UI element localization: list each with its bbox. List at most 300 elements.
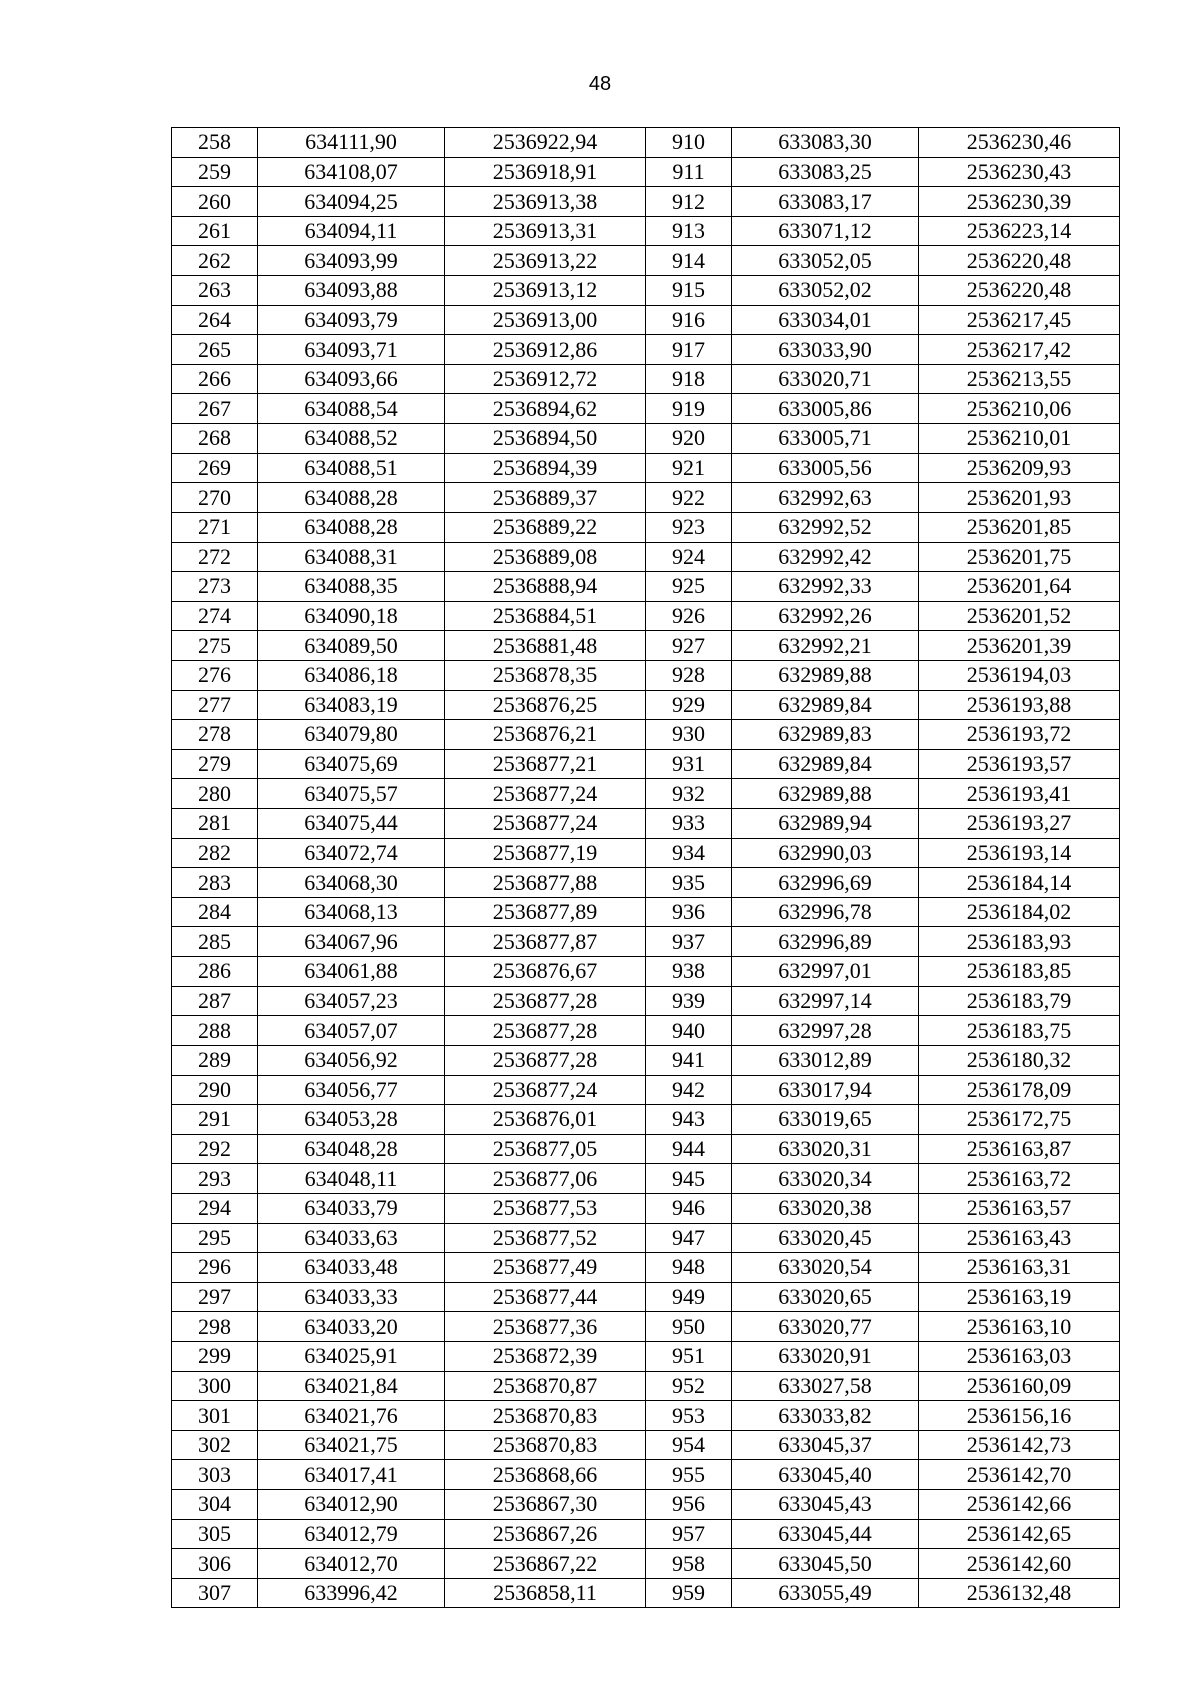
x-coordinate-cell: 634021,76 [258,1401,445,1431]
table-row [172,1519,1120,1549]
point-number-cell: 946 [646,1193,732,1223]
x-coordinate-cell: 634086,18 [258,660,445,690]
x-coordinate-cell: 634033,79 [258,1193,445,1223]
y-coordinate-cell: 2536888,94 [445,572,646,602]
y-coordinate-cell: 2536877,49 [445,1253,646,1283]
point-number-cell: 262 [172,246,258,276]
x-coordinate-cell: 634088,51 [258,453,445,483]
point-number-cell: 291 [172,1105,258,1135]
table-row [172,1490,1120,1520]
y-coordinate-cell: 2536184,02 [919,897,1120,927]
point-number-cell: 286 [172,957,258,987]
point-number-cell: 928 [646,660,732,690]
x-coordinate-cell: 634067,96 [258,927,445,957]
table-row [172,453,1120,483]
x-coordinate-cell: 634057,07 [258,1016,445,1046]
table-row [172,927,1120,957]
x-coordinate-cell: 633020,91 [732,1341,919,1371]
x-coordinate-cell: 632996,69 [732,868,919,898]
x-coordinate-cell: 634033,48 [258,1253,445,1283]
x-coordinate-cell: 634075,69 [258,749,445,779]
x-coordinate-cell: 634033,20 [258,1312,445,1342]
y-coordinate-cell: 2536230,39 [919,187,1120,217]
table-row [172,986,1120,1016]
x-coordinate-cell: 634094,11 [258,216,445,246]
point-number-cell: 279 [172,749,258,779]
y-coordinate-cell: 2536867,30 [445,1490,646,1520]
table-row [172,335,1120,365]
x-coordinate-cell: 633019,65 [732,1105,919,1135]
x-coordinate-cell: 633020,71 [732,364,919,394]
point-number-cell: 952 [646,1371,732,1401]
table-row [172,1045,1120,1075]
y-coordinate-cell: 2536884,51 [445,601,646,631]
x-coordinate-cell: 634056,92 [258,1045,445,1075]
x-coordinate-cell: 632996,89 [732,927,919,957]
y-coordinate-cell: 2536913,00 [445,305,646,335]
point-number-cell: 288 [172,1016,258,1046]
table-row [172,157,1120,187]
point-number-cell: 912 [646,187,732,217]
x-coordinate-cell: 634088,54 [258,394,445,424]
point-number-cell: 927 [646,631,732,661]
x-coordinate-cell: 634053,28 [258,1105,445,1135]
point-number-cell: 951 [646,1341,732,1371]
x-coordinate-cell: 634068,30 [258,868,445,898]
point-number-cell: 272 [172,542,258,572]
x-coordinate-cell: 632989,84 [732,690,919,720]
point-number-cell: 307 [172,1578,258,1608]
y-coordinate-cell: 2536877,24 [445,779,646,809]
point-number-cell: 942 [646,1075,732,1105]
table-row [172,1193,1120,1223]
y-coordinate-cell: 2536894,62 [445,394,646,424]
y-coordinate-cell: 2536877,28 [445,1016,646,1046]
x-coordinate-cell: 633071,12 [732,216,919,246]
x-coordinate-cell: 634094,25 [258,187,445,217]
point-number-cell: 267 [172,394,258,424]
point-number-cell: 303 [172,1460,258,1490]
table-row [172,690,1120,720]
x-coordinate-cell: 634017,41 [258,1460,445,1490]
table-row [172,838,1120,868]
y-coordinate-cell: 2536867,26 [445,1519,646,1549]
table-row [172,572,1120,602]
y-coordinate-cell: 2536230,46 [919,128,1120,158]
x-coordinate-cell: 633045,40 [732,1460,919,1490]
y-coordinate-cell: 2536183,85 [919,957,1120,987]
y-coordinate-cell: 2536209,93 [919,453,1120,483]
table-row [172,1016,1120,1046]
table-row [172,1430,1120,1460]
y-coordinate-cell: 2536183,75 [919,1016,1120,1046]
x-coordinate-cell: 634088,31 [258,542,445,572]
point-number-cell: 938 [646,957,732,987]
point-number-cell: 293 [172,1164,258,1194]
table-row [172,364,1120,394]
point-number-cell: 948 [646,1253,732,1283]
y-coordinate-cell: 2536877,44 [445,1282,646,1312]
y-coordinate-cell: 2536193,57 [919,749,1120,779]
point-number-cell: 920 [646,424,732,454]
y-coordinate-cell: 2536194,03 [919,660,1120,690]
x-coordinate-cell: 634089,50 [258,631,445,661]
point-number-cell: 297 [172,1282,258,1312]
y-coordinate-cell: 2536894,50 [445,424,646,454]
point-number-cell: 292 [172,1134,258,1164]
x-coordinate-cell: 633020,34 [732,1164,919,1194]
y-coordinate-cell: 2536913,31 [445,216,646,246]
table-row [172,1401,1120,1431]
x-coordinate-cell: 633055,49 [732,1578,919,1608]
y-coordinate-cell: 2536877,89 [445,897,646,927]
y-coordinate-cell: 2536220,48 [919,246,1120,276]
point-number-cell: 259 [172,157,258,187]
y-coordinate-cell: 2536163,72 [919,1164,1120,1194]
point-number-cell: 281 [172,809,258,839]
y-coordinate-cell: 2536877,88 [445,868,646,898]
point-number-cell: 910 [646,128,732,158]
x-coordinate-cell: 634012,79 [258,1519,445,1549]
table-row [172,1578,1120,1608]
x-coordinate-cell: 634088,28 [258,512,445,542]
y-coordinate-cell: 2536201,85 [919,512,1120,542]
point-number-cell: 934 [646,838,732,868]
y-coordinate-cell: 2536870,83 [445,1430,646,1460]
point-number-cell: 296 [172,1253,258,1283]
table-row [172,1282,1120,1312]
point-number-cell: 269 [172,453,258,483]
point-number-cell: 940 [646,1016,732,1046]
point-number-cell: 922 [646,483,732,513]
x-coordinate-cell: 634061,88 [258,957,445,987]
x-coordinate-cell: 634033,63 [258,1223,445,1253]
x-coordinate-cell: 632989,88 [732,779,919,809]
y-coordinate-cell: 2536889,37 [445,483,646,513]
coordinates-table [171,127,1120,1608]
x-coordinate-cell: 634021,84 [258,1371,445,1401]
point-number-cell: 925 [646,572,732,602]
y-coordinate-cell: 2536172,75 [919,1105,1120,1135]
point-number-cell: 290 [172,1075,258,1105]
table-row [172,897,1120,927]
x-coordinate-cell: 633020,54 [732,1253,919,1283]
x-coordinate-cell: 632996,78 [732,897,919,927]
table-row [172,957,1120,987]
point-number-cell: 263 [172,276,258,306]
point-number-cell: 298 [172,1312,258,1342]
x-coordinate-cell: 632989,83 [732,720,919,750]
y-coordinate-cell: 2536877,06 [445,1164,646,1194]
point-number-cell: 945 [646,1164,732,1194]
x-coordinate-cell: 633033,82 [732,1401,919,1431]
y-coordinate-cell: 2536877,28 [445,1045,646,1075]
y-coordinate-cell: 2536201,93 [919,483,1120,513]
point-number-cell: 306 [172,1549,258,1579]
point-number-cell: 264 [172,305,258,335]
table-row [172,305,1120,335]
point-number-cell: 950 [646,1312,732,1342]
table-row [172,1075,1120,1105]
x-coordinate-cell: 634048,28 [258,1134,445,1164]
y-coordinate-cell: 2536163,57 [919,1193,1120,1223]
table-row [172,483,1120,513]
table-row [172,601,1120,631]
x-coordinate-cell: 634048,11 [258,1164,445,1194]
y-coordinate-cell: 2536913,22 [445,246,646,276]
point-number-cell: 944 [646,1134,732,1164]
point-number-cell: 916 [646,305,732,335]
point-number-cell: 294 [172,1193,258,1223]
table-row [172,394,1120,424]
point-number-cell: 921 [646,453,732,483]
x-coordinate-cell: 633020,77 [732,1312,919,1342]
point-number-cell: 941 [646,1045,732,1075]
x-coordinate-cell: 634090,18 [258,601,445,631]
table-row [172,187,1120,217]
point-number-cell: 958 [646,1549,732,1579]
x-coordinate-cell: 633020,38 [732,1193,919,1223]
point-number-cell: 932 [646,779,732,809]
table-row [172,1312,1120,1342]
y-coordinate-cell: 2536223,14 [919,216,1120,246]
y-coordinate-cell: 2536201,39 [919,631,1120,661]
y-coordinate-cell: 2536160,09 [919,1371,1120,1401]
point-number-cell: 283 [172,868,258,898]
y-coordinate-cell: 2536867,22 [445,1549,646,1579]
point-number-cell: 926 [646,601,732,631]
x-coordinate-cell: 634093,79 [258,305,445,335]
x-coordinate-cell: 633020,65 [732,1282,919,1312]
x-coordinate-cell: 633033,90 [732,335,919,365]
table-row [172,128,1120,158]
y-coordinate-cell: 2536210,01 [919,424,1120,454]
x-coordinate-cell: 634075,44 [258,809,445,839]
point-number-cell: 278 [172,720,258,750]
x-coordinate-cell: 633020,45 [732,1223,919,1253]
y-coordinate-cell: 2536210,06 [919,394,1120,424]
coordinates-table-body [172,128,1120,1608]
point-number-cell: 274 [172,601,258,631]
point-number-cell: 914 [646,246,732,276]
point-number-cell: 935 [646,868,732,898]
point-number-cell: 295 [172,1223,258,1253]
point-number-cell: 304 [172,1490,258,1520]
y-coordinate-cell: 2536193,72 [919,720,1120,750]
point-number-cell: 911 [646,157,732,187]
point-number-cell: 924 [646,542,732,572]
x-coordinate-cell: 633045,44 [732,1519,919,1549]
table-row [172,868,1120,898]
point-number-cell: 273 [172,572,258,602]
y-coordinate-cell: 2536213,55 [919,364,1120,394]
point-number-cell: 275 [172,631,258,661]
x-coordinate-cell: 634083,19 [258,690,445,720]
y-coordinate-cell: 2536183,93 [919,927,1120,957]
x-coordinate-cell: 632989,84 [732,749,919,779]
table-row [172,660,1120,690]
table-row [172,1549,1120,1579]
y-coordinate-cell: 2536163,03 [919,1341,1120,1371]
y-coordinate-cell: 2536877,24 [445,809,646,839]
point-number-cell: 285 [172,927,258,957]
y-coordinate-cell: 2536877,19 [445,838,646,868]
table-row [172,1223,1120,1253]
y-coordinate-cell: 2536142,73 [919,1430,1120,1460]
y-coordinate-cell: 2536184,14 [919,868,1120,898]
x-coordinate-cell: 634072,74 [258,838,445,868]
x-coordinate-cell: 633005,56 [732,453,919,483]
x-coordinate-cell: 634012,70 [258,1549,445,1579]
y-coordinate-cell: 2536870,83 [445,1401,646,1431]
point-number-cell: 284 [172,897,258,927]
point-number-cell: 913 [646,216,732,246]
y-coordinate-cell: 2536877,52 [445,1223,646,1253]
y-coordinate-cell: 2536132,48 [919,1578,1120,1608]
point-number-cell: 957 [646,1519,732,1549]
point-number-cell: 260 [172,187,258,217]
y-coordinate-cell: 2536201,52 [919,601,1120,631]
point-number-cell: 939 [646,986,732,1016]
point-number-cell: 955 [646,1460,732,1490]
x-coordinate-cell: 634093,71 [258,335,445,365]
y-coordinate-cell: 2536142,70 [919,1460,1120,1490]
y-coordinate-cell: 2536193,88 [919,690,1120,720]
point-number-cell: 265 [172,335,258,365]
point-number-cell: 301 [172,1401,258,1431]
x-coordinate-cell: 633005,86 [732,394,919,424]
point-number-cell: 276 [172,660,258,690]
x-coordinate-cell: 632997,14 [732,986,919,1016]
table-row [172,424,1120,454]
y-coordinate-cell: 2536894,39 [445,453,646,483]
point-number-cell: 289 [172,1045,258,1075]
y-coordinate-cell: 2536876,67 [445,957,646,987]
point-number-cell: 917 [646,335,732,365]
x-coordinate-cell: 634033,33 [258,1282,445,1312]
y-coordinate-cell: 2536858,11 [445,1578,646,1608]
y-coordinate-cell: 2536230,43 [919,157,1120,187]
point-number-cell: 287 [172,986,258,1016]
y-coordinate-cell: 2536220,48 [919,276,1120,306]
y-coordinate-cell: 2536201,75 [919,542,1120,572]
point-number-cell: 918 [646,364,732,394]
x-coordinate-cell: 634088,28 [258,483,445,513]
table-row [172,779,1120,809]
y-coordinate-cell: 2536193,27 [919,809,1120,839]
y-coordinate-cell: 2536872,39 [445,1341,646,1371]
x-coordinate-cell: 632997,28 [732,1016,919,1046]
y-coordinate-cell: 2536180,32 [919,1045,1120,1075]
y-coordinate-cell: 2536217,45 [919,305,1120,335]
x-coordinate-cell: 632992,26 [732,601,919,631]
x-coordinate-cell: 633045,37 [732,1430,919,1460]
point-number-cell: 930 [646,720,732,750]
table-row [172,631,1120,661]
y-coordinate-cell: 2536868,66 [445,1460,646,1490]
x-coordinate-cell: 633045,43 [732,1490,919,1520]
x-coordinate-cell: 634021,75 [258,1430,445,1460]
x-coordinate-cell: 633052,02 [732,276,919,306]
point-number-cell: 956 [646,1490,732,1520]
x-coordinate-cell: 632992,63 [732,483,919,513]
x-coordinate-cell: 633996,42 [258,1578,445,1608]
y-coordinate-cell: 2536912,86 [445,335,646,365]
table-row [172,246,1120,276]
point-number-cell: 305 [172,1519,258,1549]
point-number-cell: 258 [172,128,258,158]
y-coordinate-cell: 2536918,91 [445,157,646,187]
y-coordinate-cell: 2536142,60 [919,1549,1120,1579]
point-number-cell: 280 [172,779,258,809]
point-number-cell: 266 [172,364,258,394]
y-coordinate-cell: 2536877,87 [445,927,646,957]
table-row [172,1134,1120,1164]
table-row [172,1371,1120,1401]
point-number-cell: 949 [646,1282,732,1312]
y-coordinate-cell: 2536163,10 [919,1312,1120,1342]
point-number-cell: 915 [646,276,732,306]
table-row [172,542,1120,572]
y-coordinate-cell: 2536876,01 [445,1105,646,1135]
y-coordinate-cell: 2536156,16 [919,1401,1120,1431]
y-coordinate-cell: 2536163,31 [919,1253,1120,1283]
y-coordinate-cell: 2536877,21 [445,749,646,779]
point-number-cell: 929 [646,690,732,720]
x-coordinate-cell: 634075,57 [258,779,445,809]
point-number-cell: 261 [172,216,258,246]
x-coordinate-cell: 633020,31 [732,1134,919,1164]
x-coordinate-cell: 632989,94 [732,809,919,839]
x-coordinate-cell: 634012,90 [258,1490,445,1520]
x-coordinate-cell: 633005,71 [732,424,919,454]
page-number: 48 [588,73,612,95]
x-coordinate-cell: 633083,30 [732,128,919,158]
table-row [172,749,1120,779]
y-coordinate-cell: 2536881,48 [445,631,646,661]
y-coordinate-cell: 2536201,64 [919,572,1120,602]
point-number-cell: 268 [172,424,258,454]
y-coordinate-cell: 2536913,12 [445,276,646,306]
x-coordinate-cell: 634108,07 [258,157,445,187]
y-coordinate-cell: 2536889,22 [445,512,646,542]
x-coordinate-cell: 634111,90 [258,128,445,158]
table-row [172,809,1120,839]
y-coordinate-cell: 2536178,09 [919,1075,1120,1105]
x-coordinate-cell: 632992,52 [732,512,919,542]
point-number-cell: 947 [646,1223,732,1253]
point-number-cell: 937 [646,927,732,957]
y-coordinate-cell: 2536877,28 [445,986,646,1016]
point-number-cell: 919 [646,394,732,424]
point-number-cell: 943 [646,1105,732,1135]
x-coordinate-cell: 634068,13 [258,897,445,927]
x-coordinate-cell: 634057,23 [258,986,445,1016]
x-coordinate-cell: 634093,99 [258,246,445,276]
y-coordinate-cell: 2536877,05 [445,1134,646,1164]
x-coordinate-cell: 632992,42 [732,542,919,572]
point-number-cell: 933 [646,809,732,839]
x-coordinate-cell: 634025,91 [258,1341,445,1371]
y-coordinate-cell: 2536876,25 [445,690,646,720]
point-number-cell: 936 [646,897,732,927]
point-number-cell: 270 [172,483,258,513]
x-coordinate-cell: 634088,35 [258,572,445,602]
y-coordinate-cell: 2536878,35 [445,660,646,690]
x-coordinate-cell: 634093,88 [258,276,445,306]
point-number-cell: 300 [172,1371,258,1401]
x-coordinate-cell: 632997,01 [732,957,919,987]
